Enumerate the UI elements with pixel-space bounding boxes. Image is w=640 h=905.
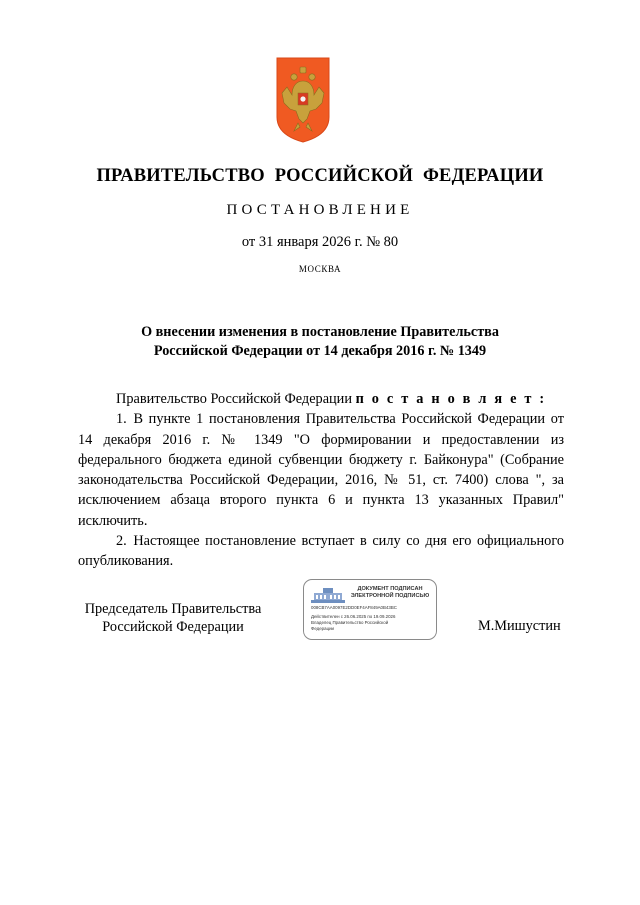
document-body — [78, 389, 564, 572]
stamp-title-line-1: ДОКУМЕНТ ПОДПИСАН — [357, 586, 423, 592]
clause-1-number: 1. — [116, 411, 127, 428]
government-title: ПРАВИТЕЛЬСТВО РОССИЙСКОЙ ФЕДЕРАЦИИ — [96, 166, 544, 186]
signer-position-line-1: Председатель Правительства — [84, 601, 262, 617]
document-type: ПОСТАНОВЛЕНИЕ — [226, 202, 414, 218]
signer-position-line-2: Российской Федерации — [102, 619, 244, 635]
clause-2-text: Настоящее постановление вступает в силу со дня его официального опубликования. — [78, 533, 564, 570]
stamp-owner-line-2: Федерации — [311, 626, 334, 631]
electronic-signature-stamp — [303, 579, 437, 640]
stamp-title-line-2: ЭЛЕКТРОННОЙ ПОДПИСЬЮ — [350, 593, 430, 599]
resolves-word: п о с т а н о в л я е т : — [355, 391, 547, 407]
stamp-certificate: 008CB7AA0097E2DD0EF4AF849A0B43BC — [311, 605, 397, 610]
clause-1 — [78, 409, 564, 531]
clause-2 — [78, 531, 564, 572]
intro-text: Правительство Российской Федерации — [116, 391, 356, 407]
signer-name: М.Мишустин — [478, 618, 561, 634]
stamp-title — [344, 586, 436, 600]
document-subject — [0, 323, 640, 361]
stamp-owner-line-1: Владелец Правительство Российской — [311, 620, 389, 625]
clause-2-number: 2. — [116, 533, 127, 550]
government-building-icon — [310, 587, 346, 604]
document-city: МОСКВА — [298, 264, 342, 274]
intro-paragraph — [78, 389, 564, 409]
subject-line-2: Российской Федерации от 14 декабря 2016 г. № 1349 — [153, 343, 487, 359]
subject-line-1: О внесении изменения в постановление Правительства — [141, 324, 499, 340]
clause-1-text: В пункте 1 постановления Правительства Российской Федерации от 14 декабря 2016 г. № 1349 "О формировании и предоставлении из федерального бюджета единой субвенции бюджету г. Байконура" (Собрание законодательства Российской Федерации, 2016, № 51, ст. 7400) слова ", за исключением абзаца второго пункта 6 и пункта 13 указанных Правил" исключить. — [78, 411, 564, 529]
coat-of-arms-icon — [276, 57, 330, 143]
stamp-validity: Действителен с 26.06.2025 по 19.09.2026 — [311, 614, 396, 619]
document-date-number: от 31 января 2026 г. № 80 — [241, 234, 399, 250]
signer-position — [78, 600, 268, 636]
